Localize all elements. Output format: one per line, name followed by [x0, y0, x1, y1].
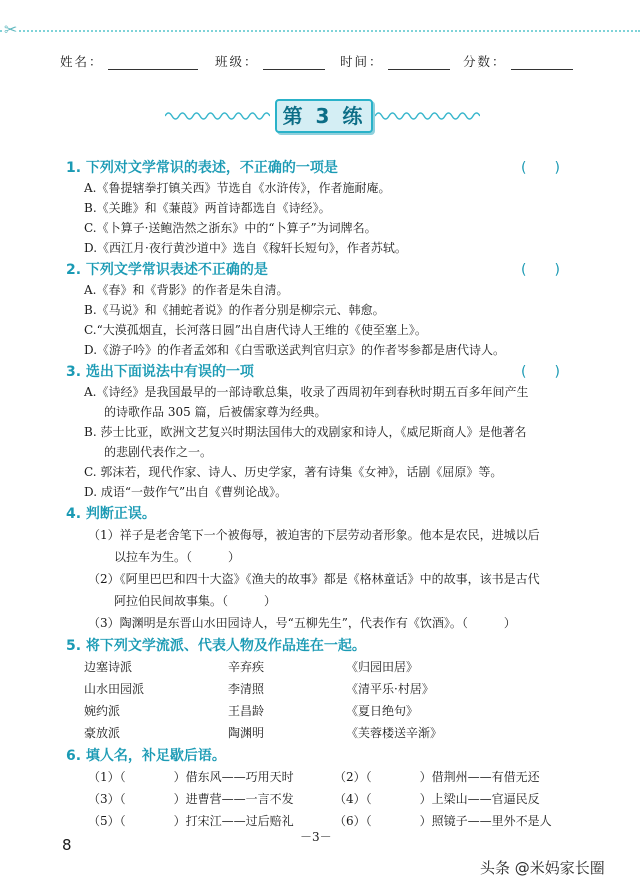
- option-d: D.《西江月·夜行黄沙道中》选自《稼轩长短句》，作者苏轼。: [84, 241, 407, 255]
- option-c: C. 郭沫若，现代作家、诗人、历史学家，著有诗集《女神》，话剧《屈原》等。: [84, 465, 503, 479]
- option-d: D.《游子吟》的作者孟郊和《白雪歌送武判官归京》的作者岑参都是唐代诗人。: [84, 343, 506, 357]
- judge-item-2: （2）《阿里巴巴和四十大盗》《渔夫的故事》都是《格林童话》中的故事，该书是古代: [88, 572, 540, 586]
- match-row: [66, 656, 586, 678]
- name-field[interactable]: [60, 52, 198, 70]
- name-label: 姓名：: [60, 54, 104, 69]
- score-label: 分数：: [463, 54, 507, 69]
- option-b-continued: 的悲剧代表作之一。: [104, 445, 213, 459]
- watermark: 头条 @米妈家长圈: [480, 859, 605, 877]
- question-3-text: 3. 选出下面说法中有误的一项: [66, 364, 254, 380]
- class-label: 班级：: [215, 54, 259, 69]
- exercise-title: 第 3 练: [275, 99, 373, 133]
- option-a-continued: 的诗歌作品 305 篇，后被儒家尊为经典。: [104, 405, 327, 419]
- page-number-center: －3－: [300, 830, 332, 844]
- question-6: [66, 746, 586, 832]
- wave-decoration-left: [165, 110, 270, 122]
- question-2-text: 2. 下列文学常识表述不正确的是: [66, 262, 268, 278]
- author-item[interactable]: 陶渊明: [228, 726, 265, 740]
- time-blank[interactable]: [388, 57, 450, 70]
- match-row: [66, 700, 586, 722]
- work-item[interactable]: 《清平乐·村居》: [346, 682, 434, 696]
- author-item[interactable]: 辛弃疾: [228, 660, 265, 674]
- class-field[interactable]: [215, 52, 325, 70]
- name-blank[interactable]: [108, 57, 198, 70]
- score-field[interactable]: [463, 52, 573, 70]
- author-item[interactable]: 李清照: [228, 682, 265, 696]
- question-6-title: 6. 填人名，补足歇后语。: [66, 748, 226, 764]
- option-b: B.《关雎》和《蒹葭》两首诗都选自《诗经》。: [84, 201, 331, 215]
- time-field[interactable]: [340, 52, 450, 70]
- judge-item-1: （1）祥子是老舍笔下一个被侮辱，被迫害的下层劳动者形象。他本是农民，进城以后: [88, 528, 540, 542]
- question-3-answer-blank[interactable]: ( ): [521, 364, 560, 380]
- question-2: [66, 260, 586, 360]
- match-row: [66, 678, 586, 700]
- question-1-answer-blank[interactable]: ( ): [521, 160, 560, 176]
- question-5: [66, 636, 586, 744]
- exercise-title-area: [0, 96, 640, 136]
- option-d: D. 成语“一鼓作气”出自《曹刿论战》。: [84, 485, 288, 499]
- judge-item-1-continued[interactable]: 以拉车为生。（ ）: [114, 550, 241, 564]
- cut-line: [0, 30, 640, 32]
- question-2-title: [66, 260, 586, 280]
- question-4: [66, 504, 586, 634]
- judge-item-3[interactable]: （3）陶渊明是东晋山水田园诗人，号“五柳先生”，代表作有《饮酒》。（ ）: [88, 616, 516, 630]
- student-info-fields: [0, 52, 640, 72]
- option-c: C.“大漠孤烟直，长河落日圆”出自唐代诗人王维的《使至塞上》。: [84, 323, 427, 337]
- question-5-title: 5. 将下列文学流派、代表人物及作品连在一起。: [66, 638, 366, 654]
- idiom-item[interactable]: （3）（ ）进曹营——一言不发: [88, 792, 294, 806]
- question-3-title: [66, 362, 586, 382]
- school-item[interactable]: 豪放派: [84, 726, 121, 740]
- idiom-item[interactable]: （4）（ ）上梁山——官逼民反: [334, 792, 540, 806]
- option-a: A.《诗经》是我国最早的一部诗歌总集，收录了西周初年到春秋时期五百多年间产生: [84, 385, 529, 399]
- question-1-title: [66, 158, 586, 178]
- option-a: A.《春》和《背影》的作者是朱自清。: [84, 283, 289, 297]
- work-item[interactable]: 《夏日绝句》: [346, 704, 419, 718]
- work-item[interactable]: 《芙蓉楼送辛渐》: [346, 726, 443, 740]
- school-item[interactable]: 边塞诗派: [84, 660, 133, 674]
- option-c: C.《卜算子·送鲍浩然之浙东》中的“卜算子”为词牌名。: [84, 221, 377, 235]
- match-row: [66, 722, 586, 744]
- wave-decoration-right: [375, 110, 480, 122]
- author-item[interactable]: 王昌龄: [228, 704, 265, 718]
- question-1: [66, 158, 586, 258]
- judge-item-2-continued[interactable]: 阿拉伯民间故事集。（ ）: [114, 594, 277, 608]
- idiom-row: [66, 766, 586, 788]
- class-blank[interactable]: [263, 57, 325, 70]
- questions-content: [66, 158, 586, 832]
- idiom-item[interactable]: （5）（ ）打宋江——过后赔礼: [88, 814, 294, 828]
- score-blank[interactable]: [511, 57, 573, 70]
- work-item[interactable]: 《归园田居》: [346, 660, 419, 674]
- school-item[interactable]: 山水田园派: [84, 682, 145, 696]
- time-label: 时间：: [340, 54, 384, 69]
- option-b: B. 莎士比亚，欧洲文艺复兴时期法国伟大的戏剧家和诗人，《威尼斯商人》是他著名: [84, 425, 527, 439]
- idiom-item[interactable]: （2）（ ）借荆州——有借无还: [334, 770, 540, 784]
- option-a: A.《鲁提辖拳打镇关西》节选自《水浒传》，作者施耐庵。: [84, 181, 391, 195]
- idiom-item[interactable]: （6）（ ）照镜子——里外不是人: [334, 814, 552, 828]
- question-1-text: 1. 下列对文学常识的表述，不正确的一项是: [66, 160, 338, 176]
- scissors-icon: ✂: [4, 20, 18, 39]
- page-number-left: 8: [62, 836, 72, 854]
- question-3: [66, 362, 586, 502]
- question-2-answer-blank[interactable]: ( ): [521, 262, 560, 278]
- idiom-row: [66, 788, 586, 810]
- question-4-title: 4. 判断正误。: [66, 506, 156, 522]
- idiom-item[interactable]: （1）（ ）借东风——巧用天时: [88, 770, 294, 784]
- school-item[interactable]: 婉约派: [84, 704, 121, 718]
- option-b: B.《马说》和《捕蛇者说》的作者分别是柳宗元、韩愈。: [84, 303, 385, 317]
